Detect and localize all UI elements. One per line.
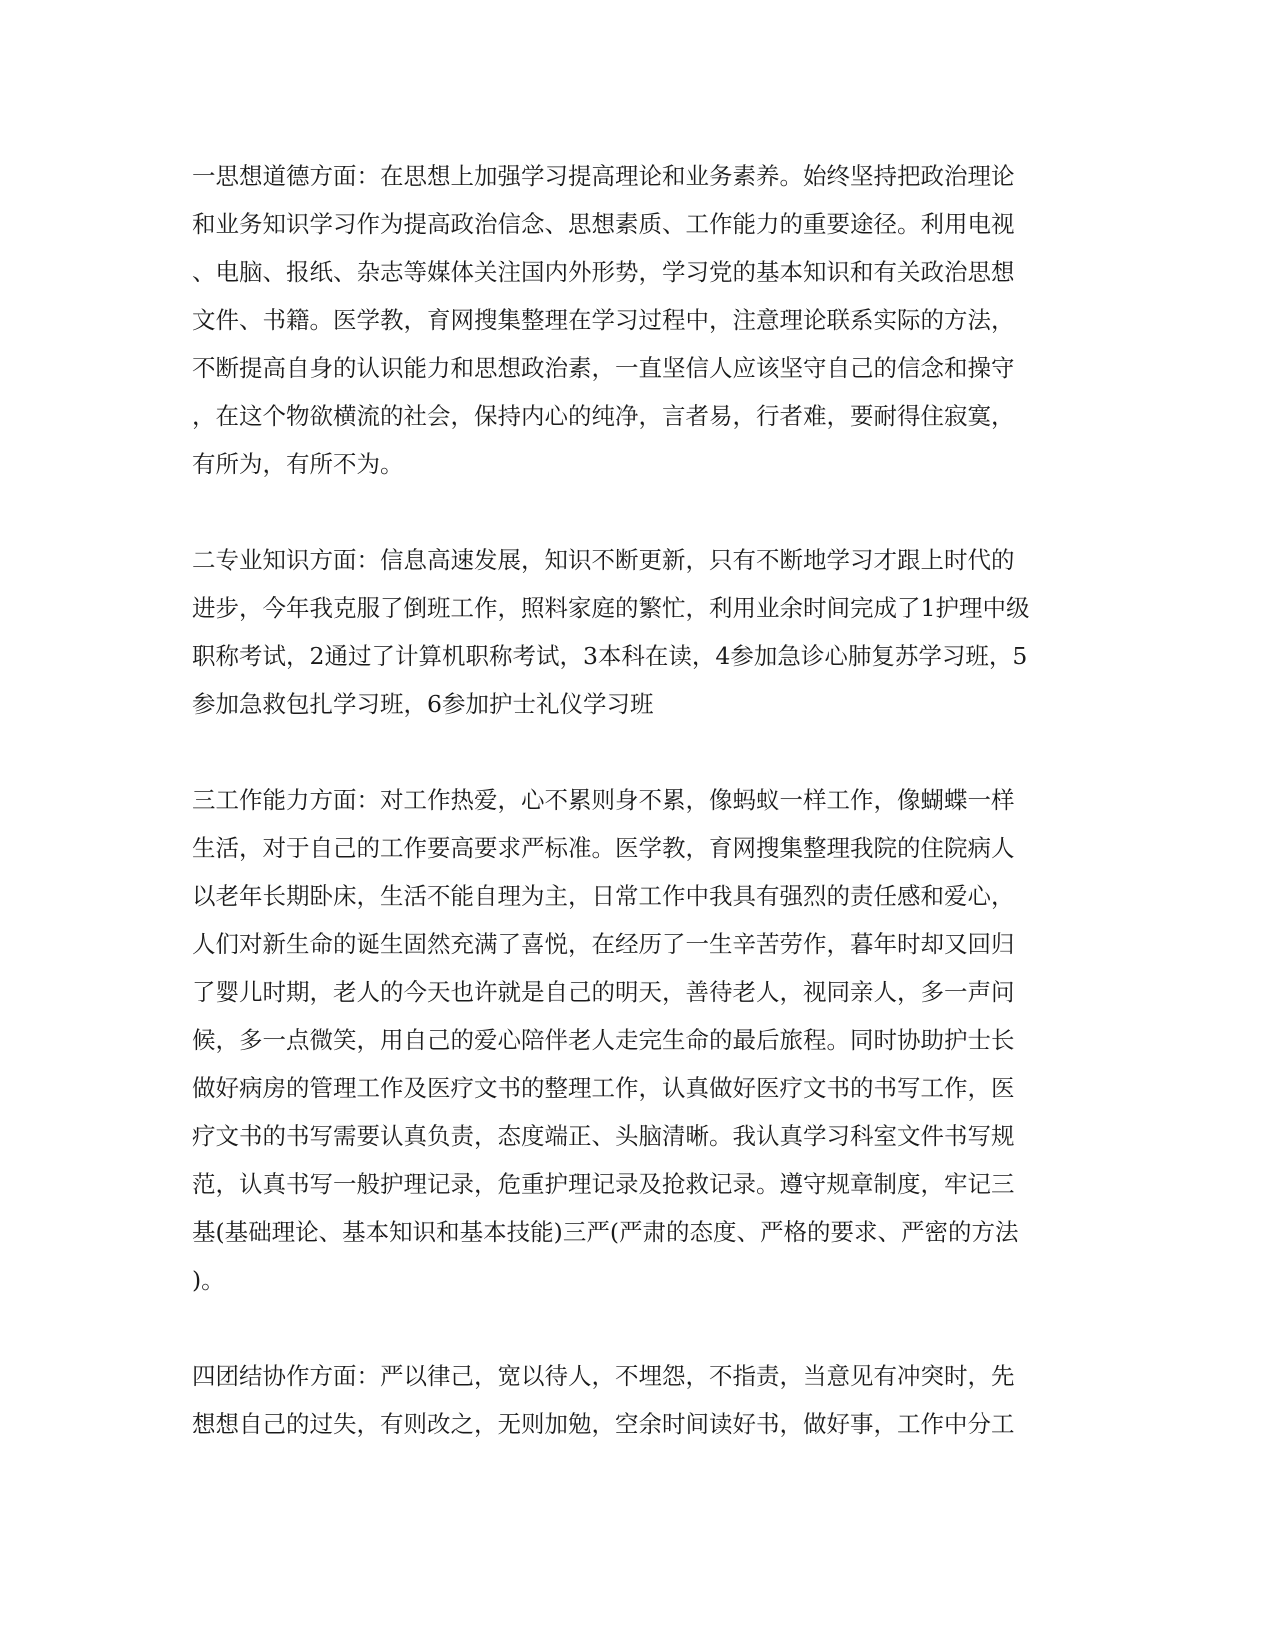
- text-line: 范，认真书写一般护理记录，危重护理记录及抢救记录。遵守规章制度，牢记三: [192, 1170, 1015, 1198]
- text-line: 四团结协作方面：严以律己，宽以待人，不埋怨，不指责，当意见有冲突时，先: [192, 1362, 1015, 1390]
- text-line: 二专业知识方面：信息高速发展，知识不断更新，只有不断地学习才跟上时代的: [192, 546, 1015, 574]
- text-line: 职称考试，2通过了计算机职称考试，3本科在读，4参加急诊心肺复苏学习班，5: [192, 642, 1028, 670]
- text-line: 进步，今年我克服了倒班工作，照料家庭的繁忙，利用业余时间完成了1护理中级: [192, 594, 1030, 622]
- text-line: 以老年长期卧床，生活不能自理为主，日常工作中我具有强烈的责任感和爱心，: [192, 882, 1015, 910]
- text-line: 了婴儿时期，老人的今天也许就是自己的明天，善待老人，视同亲人，多一声问: [192, 978, 1015, 1006]
- document-body: [192, 152, 1082, 1448]
- text-line: 不断提高自身的认识能力和思想政治素，一直坚信人应该坚守自己的信念和操守: [192, 354, 1015, 382]
- text-line: 生活，对于自己的工作要高要求严标准。医学教，育网搜集整理我院的住院病人: [192, 834, 1015, 862]
- text-line: 候，多一点微笑，用自己的爱心陪伴老人走完生命的最后旅程。同时协助护士长: [192, 1026, 1015, 1054]
- paragraph-work-ability: [192, 776, 1082, 1304]
- paragraph-professional-knowledge: [192, 536, 1082, 728]
- text-line: 疗文书的书写需要认真负责，态度端正、头脑清晰。我认真学习科室文件书写规: [192, 1122, 1015, 1150]
- text-line: 一思想道德方面：在思想上加强学习提高理论和业务素养。始终坚持把政治理论: [192, 162, 1015, 190]
- text-line: 参加急救包扎学习班，6参加护士礼仪学习班: [192, 690, 654, 718]
- text-line: 想想自己的过失，有则改之，无则加勉，空余时间读好书，做好事，工作中分工: [192, 1410, 1015, 1438]
- text-line: 文件、书籍。医学教，育网搜集整理在学习过程中，注意理论联系实际的方法，: [192, 306, 1015, 334]
- paragraph-teamwork: [192, 1352, 1082, 1448]
- text-line: 人们对新生命的诞生固然充满了喜悦，在经历了一生辛苦劳作，暮年时却又回归: [192, 930, 1015, 958]
- text-line: 和业务知识学习作为提高政治信念、思想素质、工作能力的重要途径。利用电视: [192, 210, 1015, 238]
- paragraph-ideology-morality: [192, 152, 1082, 488]
- text-line: 有所为，有所不为。: [192, 450, 404, 478]
- text-line: 基(基础理论、基本知识和基本技能)三严(严肃的态度、严格的要求、严密的方法: [192, 1218, 1019, 1246]
- text-line: 三工作能力方面：对工作热爱，心不累则身不累，像蚂蚁一样工作，像蝴蝶一样: [192, 786, 1015, 814]
- text-line: ，在这个物欲横流的社会，保持内心的纯净，言者易，行者难，要耐得住寂寞，: [192, 402, 1015, 430]
- text-line: 、电脑、报纸、杂志等媒体关注国内外形势，学习党的基本知识和有关政治思想: [192, 258, 1015, 286]
- text-line: )。: [192, 1266, 225, 1294]
- text-line: 做好病房的管理工作及医疗文书的整理工作，认真做好医疗文书的书写工作，医: [192, 1074, 1015, 1102]
